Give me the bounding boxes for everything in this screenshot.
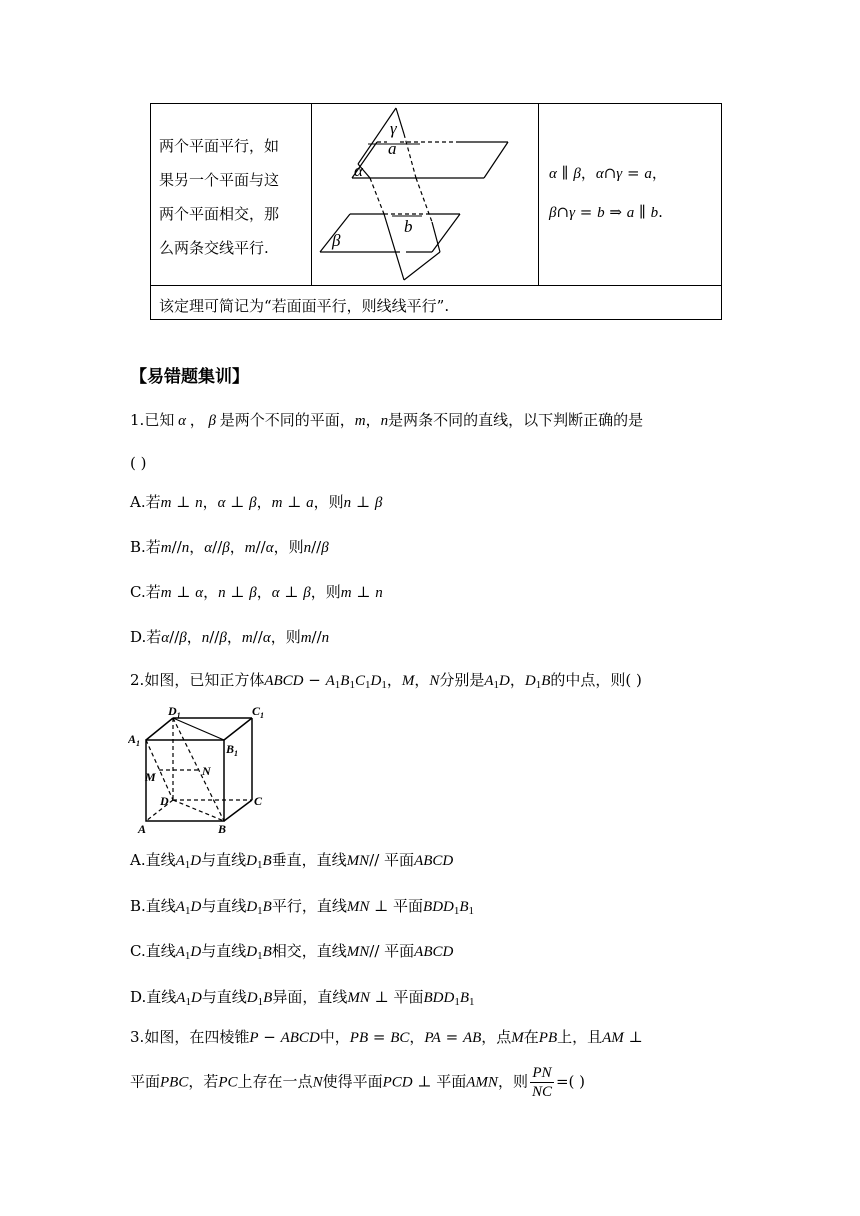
- cube-figure: [128, 703, 268, 837]
- ratio-fraction: $\frac{PN}{NC}$: [531, 1065, 552, 1100]
- q1-option-a[interactable]: A.若m ⊥ n，α ⊥ β，m ⊥ a，则n ⊥ β: [130, 493, 383, 511]
- cube-label-d: D: [160, 794, 169, 808]
- theorem-formula: α ∥ β，α∩γ = a， β∩γ = b ⇒ a ∥ b.: [549, 164, 667, 221]
- desc-line: 两个平面平行，如: [159, 137, 280, 155]
- cube-label-c: C: [254, 794, 263, 808]
- q2-option-c[interactable]: C.直线$A_1D$与直线$D_1B$相交，直线MN// 平面ABCD: [130, 942, 454, 962]
- q1-bracket: ( ): [130, 454, 147, 472]
- q2-option-b[interactable]: B.直线$A_1D$与直线$D_1B$平行，直线MN ⊥ 平面$BDD_1B_1$: [130, 897, 475, 917]
- label-beta: β: [332, 231, 341, 250]
- q2-option-d[interactable]: D.直线$A_1D$与直线$D_1B$异面，直线MN ⊥ 平面$BDD_1B_1$: [130, 988, 475, 1008]
- cube-label-d1: $D_1$: [168, 704, 181, 720]
- q3-stem-line2: 平面PBC，若PC上存在一点N使得平面PCD ⊥ 平面AMN，则 $\frac{PN}{NC}$ =( ): [130, 1065, 586, 1100]
- cube-label-a1: $A_1$: [128, 732, 141, 748]
- q1-option-d[interactable]: D.若α//β，n//β，m//α，则m//n: [130, 628, 330, 646]
- cube-label-n: N: [202, 764, 211, 778]
- cube-label-b: B: [218, 822, 227, 836]
- desc-line: 果另一个平面与这: [159, 171, 280, 189]
- cube-label-a: A: [138, 822, 147, 836]
- desc-line: 两个平面相交，那: [159, 205, 280, 223]
- q1-stem: 1.已知 α ， β 是两个不同的平面，m，n是两条不同的直线，以下判断正确的是: [130, 411, 644, 429]
- cube-label-m: M: [145, 770, 156, 784]
- theorem-table: [150, 103, 722, 320]
- q1-option-c[interactable]: C.若m ⊥ α，n ⊥ β，α ⊥ β，则m ⊥ n: [130, 583, 383, 601]
- theorem-summary: 该定理可简记为“若面面平行，则线线平行”.: [159, 297, 450, 315]
- q2-stem: 2.如图，已知正方体ABCD − $A_1B_1C_1D_1$，M，N分别是$A_1D$，$D_1B$的中点，则( ): [130, 671, 642, 691]
- theorem-description: [159, 129, 309, 265]
- q2-option-a[interactable]: A.直线$A_1D$与直线$D_1B$垂直，直线MN// 平面ABCD: [130, 851, 454, 871]
- section-title: 【易错题集训】: [130, 367, 249, 387]
- cube-label-c1: $C_1$: [252, 704, 265, 720]
- desc-line: 么两条交线平行.: [159, 239, 269, 257]
- cube-label-b1: $B_1$: [226, 742, 239, 758]
- q1-option-b[interactable]: B.若m//n，α//β，m//α，则n//β: [130, 538, 329, 556]
- parallel-planes-diagram: [312, 104, 538, 285]
- label-b: b: [404, 217, 413, 236]
- label-alpha: α: [354, 161, 363, 180]
- q3-stem-line1: 3.如图，在四棱锥P − ABCD中，PB = BC，PA = AB，点M在PB上，且AM ⊥: [130, 1028, 643, 1046]
- label-a: a: [388, 139, 397, 158]
- label-gamma: γ: [390, 119, 397, 138]
